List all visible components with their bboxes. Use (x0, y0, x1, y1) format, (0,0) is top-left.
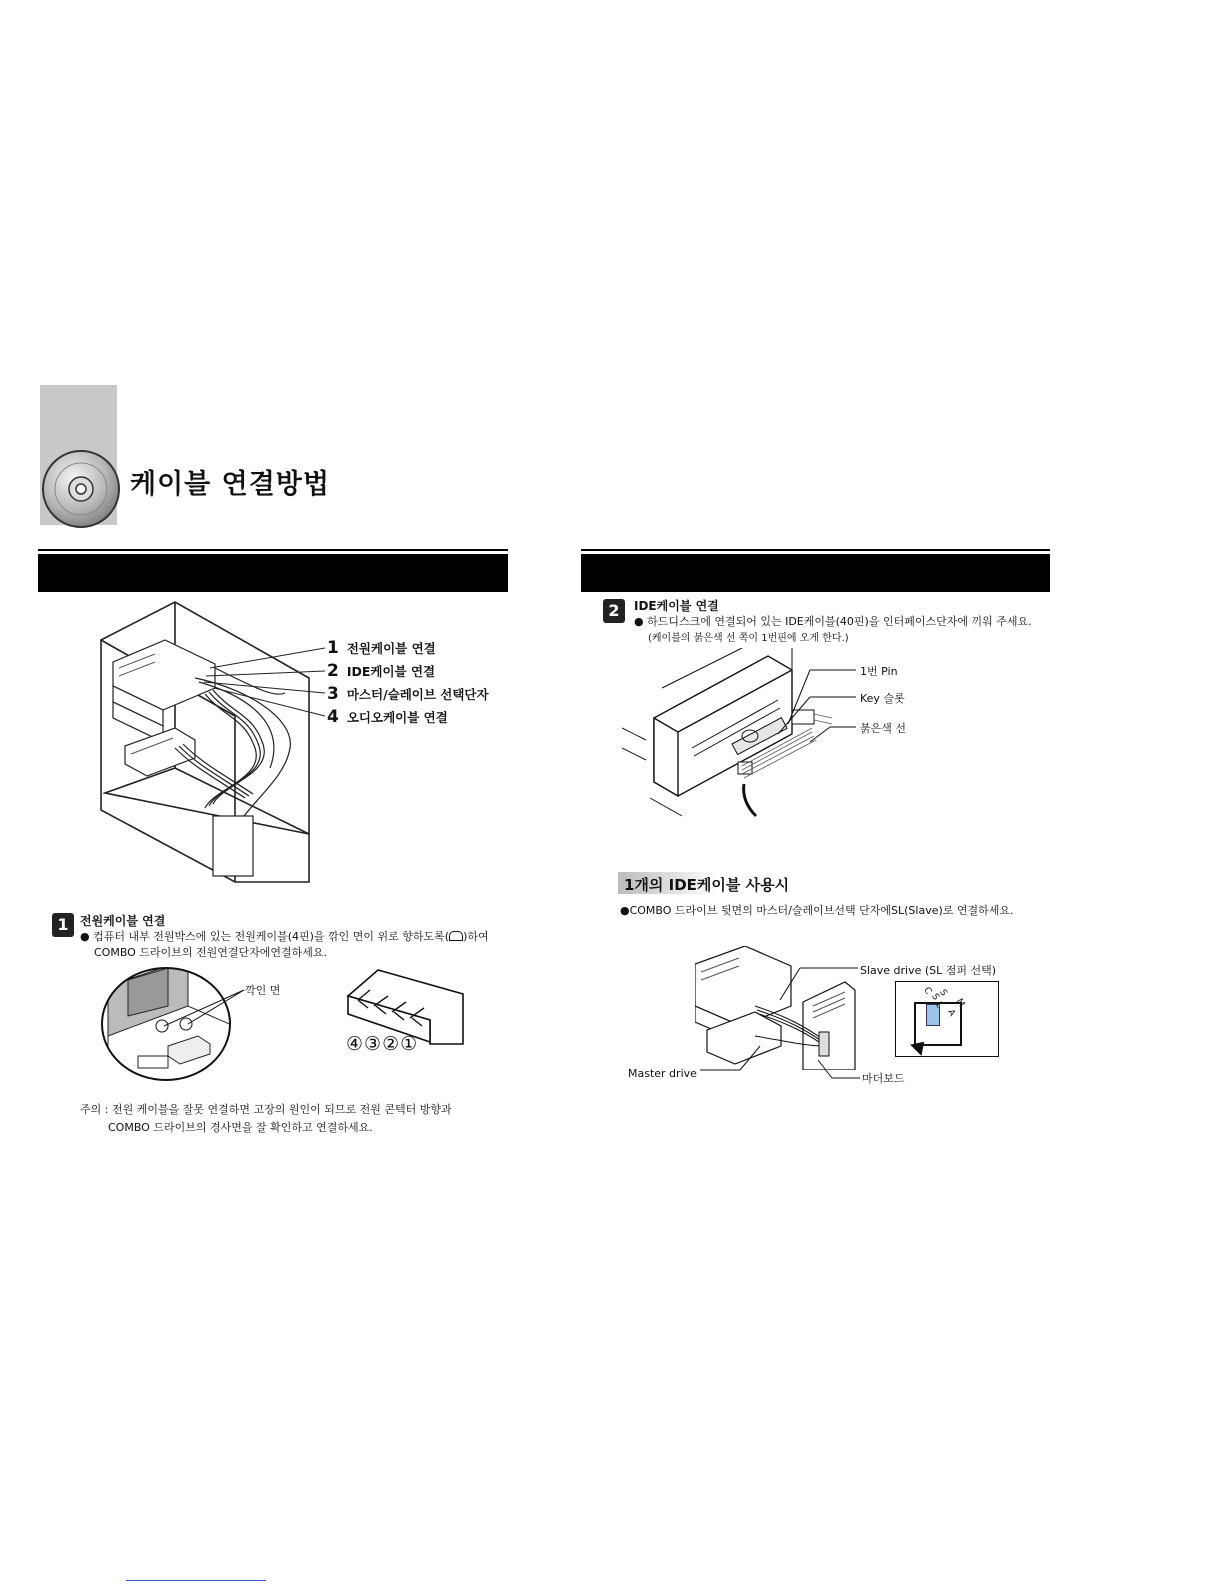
ide-label-leaders (770, 664, 860, 744)
jumper-letter: A (945, 1007, 957, 1019)
jumper-letter: M (953, 997, 967, 1009)
step2-heading: IDE케이블 연결 (634, 599, 719, 613)
callout-4: 4 오디오케이블 연결 (327, 707, 448, 727)
right-section-band (581, 554, 1050, 592)
left-section-band (38, 554, 508, 592)
callout-1: 1 전원케이블 연결 (327, 638, 436, 658)
section2-heading: 1개의 IDE케이블 사용시 (624, 876, 790, 894)
cut-face-leaders (160, 988, 250, 1033)
jumper-letter: S (929, 992, 941, 1002)
cut-face-label: 깍인 면 (245, 984, 281, 997)
pin-numbers: ④③②① (346, 1033, 419, 1055)
step2-text: ● 하드디스크에 연결되어 있는 IDE케이블(40핀)을 인터페이스단자에 끼워 주세요. (케이블의 붉은색 선 쪽이 1번핀에 오게 한다.) (634, 615, 1032, 644)
ide-label-key-slot: Key 슬롯 (860, 692, 905, 705)
right-band-top-line (581, 549, 1050, 551)
callout-2: 2 IDE케이블 연결 (327, 661, 436, 681)
step2-badge: 2 (603, 599, 625, 623)
cd-icon (38, 446, 124, 532)
left-band-top-line (38, 549, 508, 551)
callout-list (327, 638, 527, 730)
callout-leaders (200, 640, 330, 730)
ide-label-red-line: 붉은색 선 (860, 722, 907, 735)
jumper-letter: S (937, 988, 949, 998)
jumper-letter: L (932, 1000, 945, 1010)
slave-drive-label: Slave drive (SL 점퍼 선택) (860, 964, 997, 977)
page-title: 케이블 연결방법 (130, 469, 330, 500)
step1-badge: 1 (52, 913, 74, 937)
callout-3: 3 마스터/슬레이브 선택단자 (327, 684, 489, 704)
ide-label-pin1: 1번 Pin (860, 665, 898, 678)
jumper-letter: C (921, 985, 934, 997)
cut-face-symbol-icon (449, 931, 463, 941)
step1-text: ● 컴퓨터 내부 전원박스에 있는 전원케이블(4핀)을 깎인 면이 위로 향하도록( )하여 COMBO 드라이브의 전원연결단자에연결하세요. (80, 930, 489, 959)
bottom-link-underline (126, 1580, 266, 1581)
section2-text: ●COMBO 드라이브 뒷면의 마스터/슬레이브선택 단자에SL(Slave)로 연결하세요. (620, 904, 1014, 917)
master-slave-leaders (700, 960, 865, 1080)
caution-note: 주의 : 전원 케이블을 잘못 연결하면 고장의 원인이 되므로 전원 콘텍터 방향과 COMBO 드라이브의 경사면을 잘 확인하고 연결하세요. (80, 1103, 452, 1134)
master-drive-label: Master drive (628, 1067, 697, 1080)
step1-heading: 전원케이블 연결 (80, 914, 166, 928)
jumper-detail-box (895, 981, 999, 1057)
mainboard-label: 마더보드 (862, 1072, 905, 1085)
